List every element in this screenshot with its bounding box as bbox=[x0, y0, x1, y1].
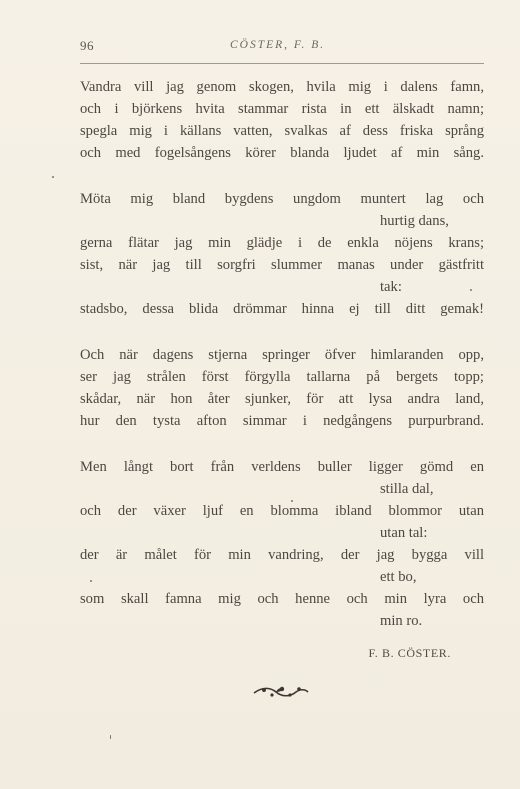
poem-line: hur den tysta afton simmar i nedgångens purpurbrand. bbox=[80, 413, 484, 429]
paper-speck bbox=[470, 289, 472, 291]
poem-line: som skall famna mig och henne och min lyra och bbox=[80, 591, 484, 607]
paper-speck bbox=[90, 580, 92, 582]
stanza-4 bbox=[80, 456, 484, 632]
stanza-1 bbox=[80, 76, 484, 164]
poem-line: skådar, när hon åter sjunker, för att lysa andra land, bbox=[80, 391, 484, 407]
poem-line-continuation: tak: bbox=[380, 279, 402, 295]
poem-line: sist, när jag till sorgfri slummer manas under gästfritt bbox=[80, 257, 484, 273]
poem bbox=[80, 76, 484, 660]
poem-line-continuation: ett bo, bbox=[380, 569, 417, 585]
stanza-3 bbox=[80, 344, 484, 432]
page-header bbox=[80, 38, 484, 60]
paper-speck bbox=[110, 735, 111, 739]
stanza-2 bbox=[80, 188, 484, 320]
header-rule bbox=[80, 63, 484, 64]
poem-line: der är målet för min vandring, der jag bygga vill bbox=[80, 547, 484, 563]
running-head: CÖSTER, F. B. bbox=[230, 39, 326, 51]
poem-line: Vandra vill jag genom skogen, hvila mig i dalens famn, bbox=[80, 79, 484, 95]
poem-line: stadsbo, dessa blida drömmar hinna ej till ditt gemak! bbox=[80, 301, 484, 317]
poem-line: Och när dagens stjerna springer öfver himlaranden opp, bbox=[80, 347, 484, 363]
signature: F. B. CÖSTER. bbox=[368, 646, 451, 660]
poem-line: och i björkens hvita stammar rista in ett älskadt namn; bbox=[80, 101, 484, 117]
floral-ornament-icon bbox=[252, 684, 310, 700]
poem-line: gerna flätar jag min glädje i de enkla nöjens krans; bbox=[80, 235, 484, 251]
page-number: 96 bbox=[80, 38, 94, 53]
paper-speck bbox=[52, 176, 54, 178]
poem-line: Möta mig bland bygdens ungdom muntert lag och bbox=[80, 191, 484, 207]
poem-line-continuation: hurtig dans, bbox=[380, 213, 449, 229]
poem-line-continuation: min ro. bbox=[380, 613, 423, 629]
poem-line-continuation: stilla dal, bbox=[380, 481, 434, 497]
poem-line-continuation: utan tal: bbox=[380, 525, 428, 541]
poem-line: och der växer ljuf en blomma ibland blommor utan bbox=[80, 503, 484, 519]
poem-line: Men långt bort från verldens buller ligger gömd en bbox=[80, 459, 484, 475]
poem-line: ser jag strålen först förgylla tallarna på bergets topp; bbox=[80, 369, 484, 385]
poem-line: spegla mig i källans vatten, svalkas af dess friska språng bbox=[80, 123, 484, 139]
poem-line: och med fogelsångens körer blanda ljudet af min sång. bbox=[80, 145, 484, 161]
paper-speck bbox=[291, 500, 293, 502]
